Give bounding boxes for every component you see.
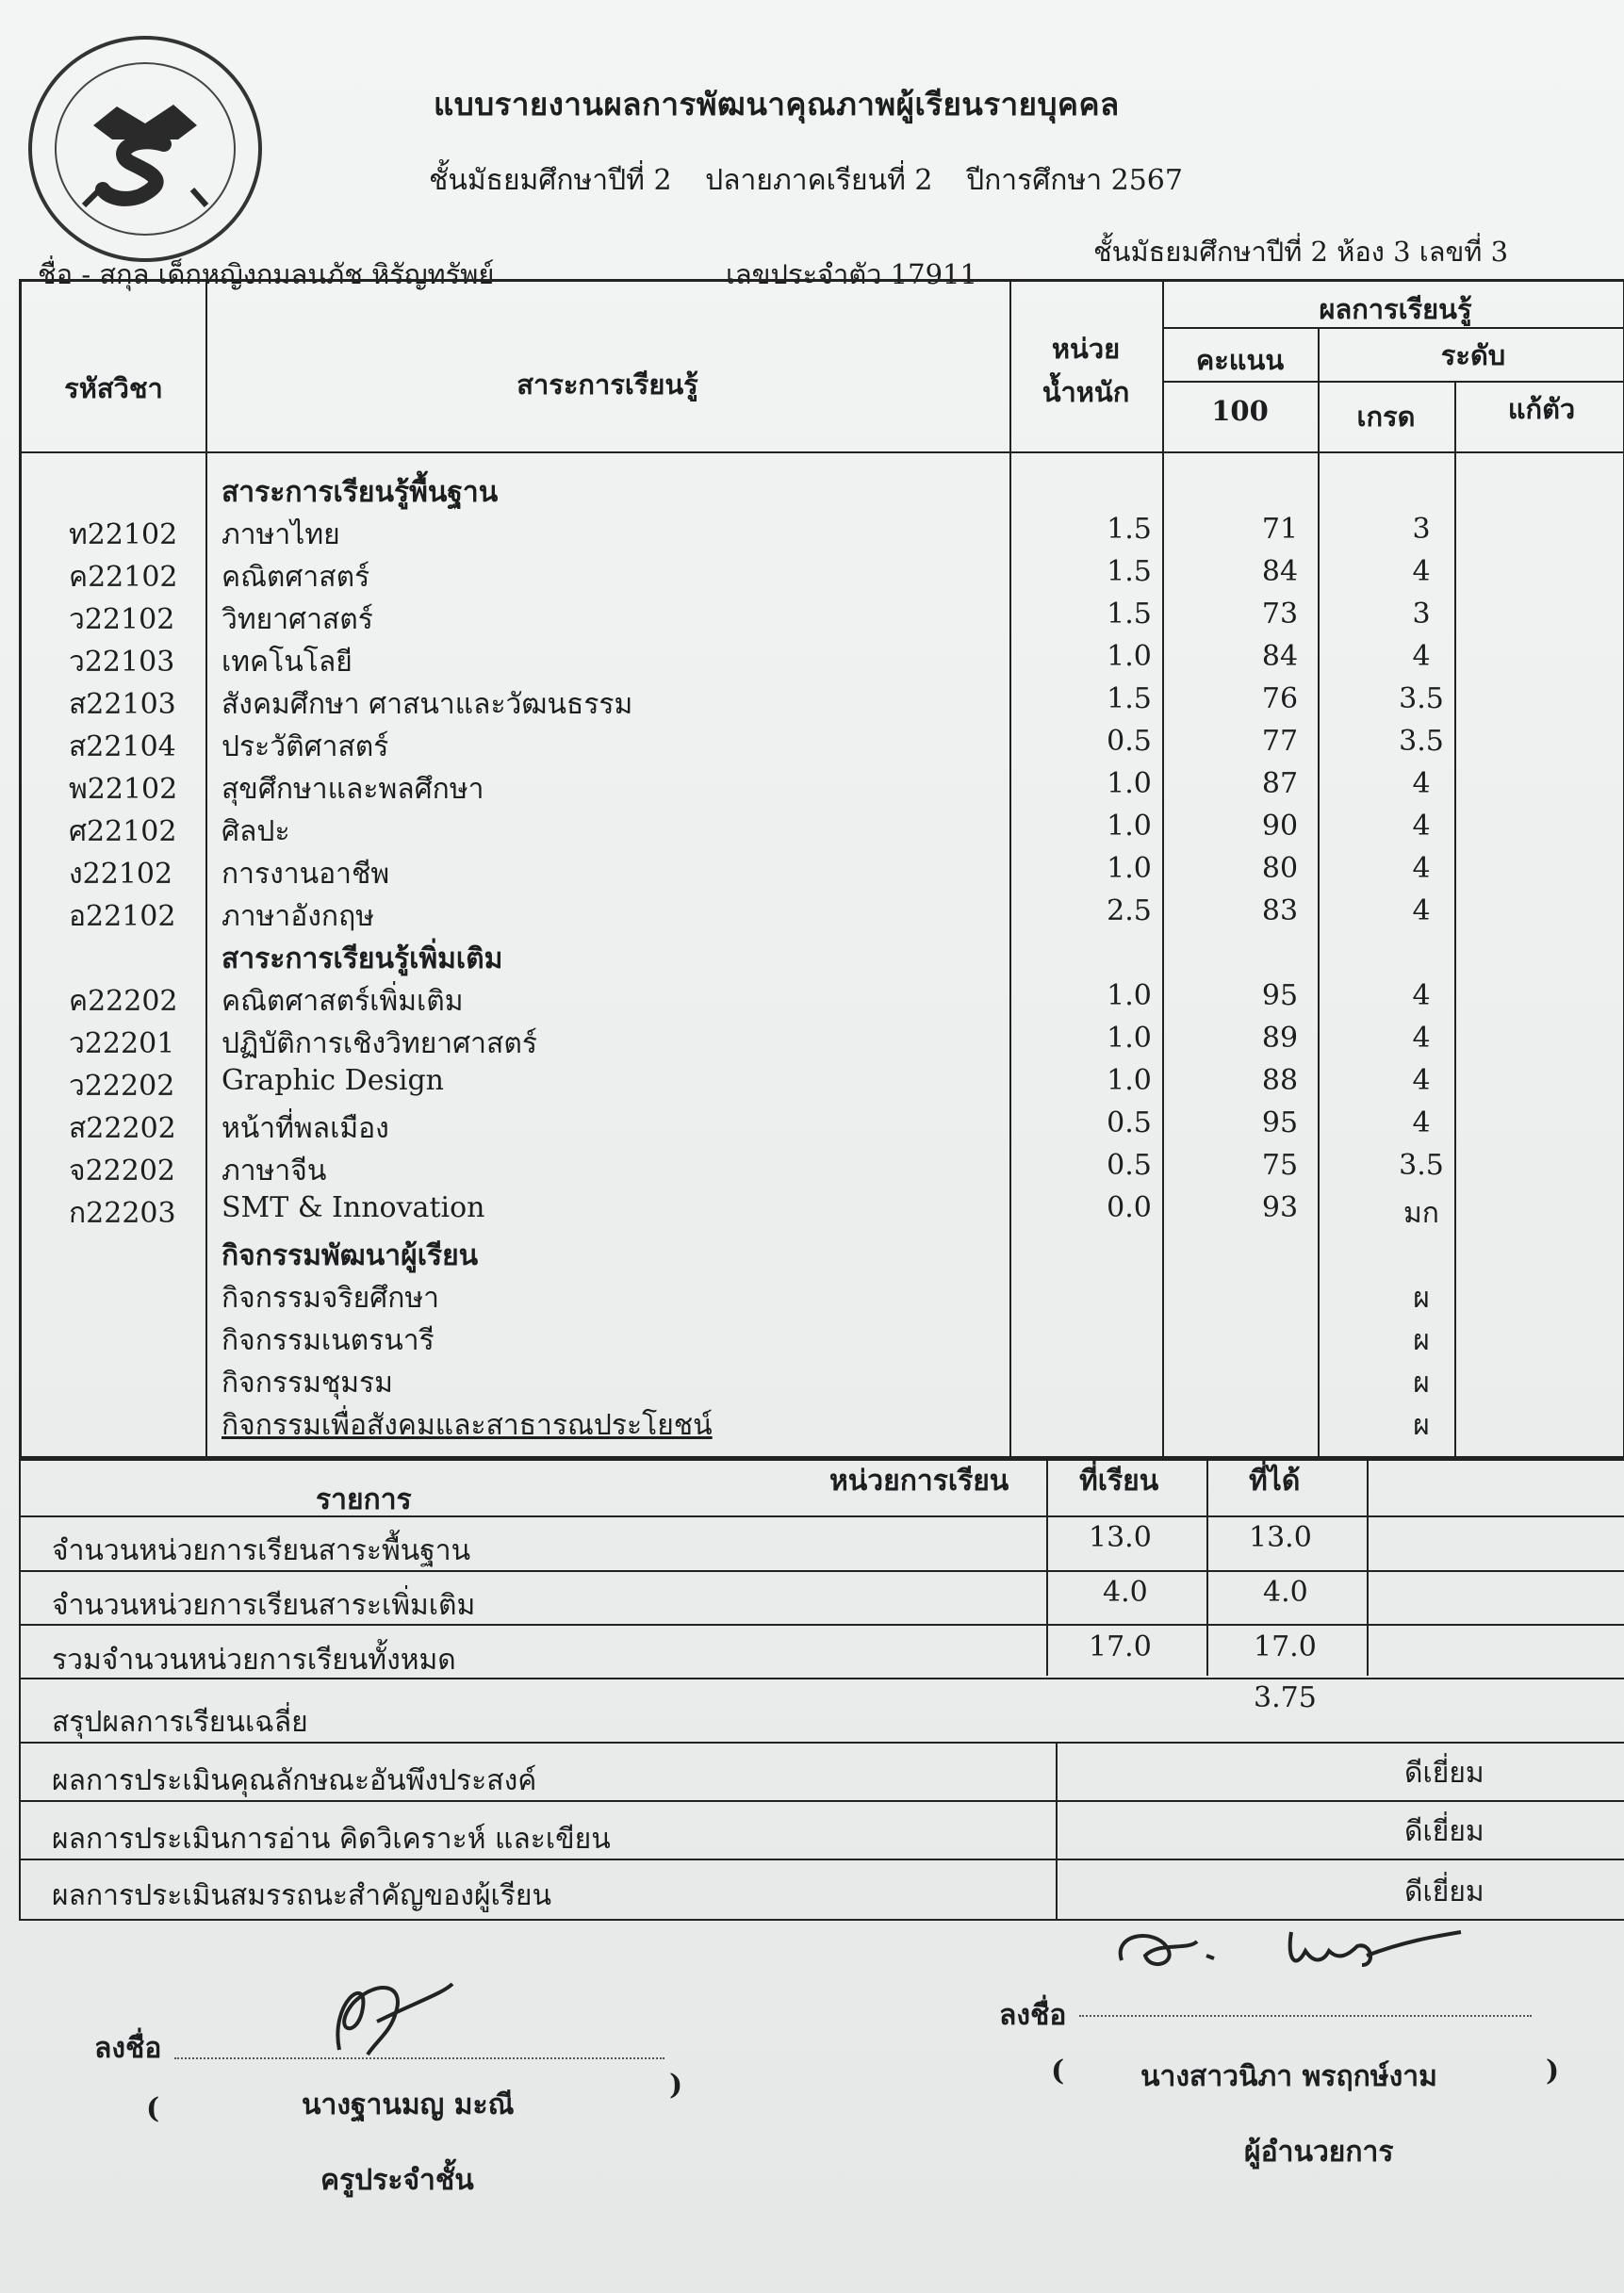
table-row: กิจกรรมเนตรนารี ผ [221,1324,1430,1357]
reading-label: ผลการประเมินการอ่าน คิดวิเคราะห์ และเขียน [52,1823,611,1856]
table-row: ส22202 หน้าที่พลเมือง 0.5 95 4 [69,1106,1431,1145]
header-grade: เกรด [1356,401,1416,433]
basic-units-label: จำนวนหน่วยการเรียนสาระพื้นฐาน [52,1534,471,1567]
subtitle-year: ปีการศึกษา 2567 [966,164,1183,197]
student-name: ชื่อ - สกุล เด็กหญิงกมลนภัช หิรัญทรัพย์ [38,258,495,290]
director-sign-label: ลงชื่อ [999,1999,1067,2032]
table-row: ส22103 สังคมศึกษา ศาสนาและวัฒนธรรม 1.5 76 3.5 [69,682,1444,721]
summary-divider [1046,1459,1048,1676]
table-row: ว22201 ปฏิบัติการเชิงวิทยาศาสตร์ 1.0 89 4 [69,1022,1431,1060]
total-units-studied: 17.0 [1089,1630,1152,1663]
table-row: ว22102 วิทยาศาสตร์ 1.5 73 3 [69,598,1431,636]
school-seal [28,36,262,262]
table-row: ค22202 คณิตศาสตร์เพิ่มเติม 1.0 95 4 [69,979,1431,1018]
header-level: ระดับ [1440,339,1506,371]
summary-table [19,1459,1624,1921]
table-row: ส22104 ประวัติศาสตร์ 0.5 77 3.5 [69,725,1444,763]
subtitle-semester: ปลายภาคเรียนที่ 2 [705,164,933,197]
reading-value: ดีเยี่ยม [1404,1815,1485,1848]
school-seal-icon [55,62,236,236]
extra-units-label: จำนวนหน่วยการเรียนสาระเพิ่มเติม [52,1589,476,1622]
characteristic-label: ผลการประเมินคุณลักษณะอันพึงประสงค์ [52,1764,537,1797]
summary-divider [1367,1459,1369,1676]
grades-table [19,279,1624,1459]
gpa-value: 3.75 [1254,1681,1317,1714]
table-row: กิจกรรมจริยศึกษา ผ [221,1282,1430,1315]
table-row: ก22203 SMT & Innovation 0.0 93 มก [69,1191,1439,1230]
extra-units-earned: 4.0 [1263,1576,1308,1609]
header-result: ผลการเรียนรู้ [1319,293,1472,325]
total-units-label: รวมจำนวนหน่วยการเรียนทั้งหมด [52,1644,456,1677]
basic-units-studied: 13.0 [1089,1521,1152,1554]
section-activity-title: กิจกรรมพัฒนาผู้เรียน [221,1239,479,1272]
header-code: รหัสวิชา [64,372,163,404]
extra-units-studied: 4.0 [1103,1576,1148,1609]
director-open-paren: ( [1051,2055,1065,2088]
table-row: ท22102 ภาษาไทย 1.5 71 3 [69,513,1431,551]
total-units-earned: 17.0 [1254,1630,1317,1663]
teacher-sign-label: ลงชื่อ [94,2032,162,2065]
table-row: ค22102 คณิตศาสตร์ 1.5 84 4 [69,555,1431,594]
teacher-close-paren: ) [669,2069,683,2102]
section-basic-title: สาระการเรียนรู้พื้นฐาน [221,476,499,509]
header-retake: แก้ตัว [1507,393,1576,425]
seal-emblem-icon [74,88,216,210]
teacher-name: นางฐานมญ มะณี [302,2088,515,2121]
director-name: นางสาวนิภา พรฤกษ์งาม [1140,2060,1437,2093]
summary-header-item: รายการ [316,1483,412,1516]
gpa-label: สรุปผลการเรียนเฉลี่ย [52,1706,308,1739]
table-row: จ22202 ภาษาจีน 0.5 75 3.5 [69,1149,1444,1187]
subtitle-level: ชั้นมัธยมศึกษาปีที่ 2 [429,164,672,197]
table-row: พ22102 สุขศึกษาและพลศึกษา 1.0 87 4 [69,767,1431,806]
header-subject: สาระการเรียนรู้ [517,369,698,401]
competency-value: ดีเยี่ยม [1404,1875,1485,1908]
student-id: เลขประจำตัว 17911 [726,258,977,290]
teacher-open-paren: ( [146,2092,160,2125]
basic-units-earned: 13.0 [1249,1521,1312,1554]
summary-divider [1056,1742,1058,1921]
table-row: ศ22102 ศิลปะ 1.0 90 4 [69,810,1431,848]
summary-divider [1206,1459,1208,1676]
director-signature-icon [1103,1913,1480,1998]
table-row: อ22102 ภาษาอังกฤษ 2.5 83 4 [69,894,1431,933]
header-credit: หน่วย น้ำหนัก [1042,333,1130,408]
section-extra-title: สาระการเรียนรู้เพิ่มเติม [221,942,503,975]
document-title: แบบรายงานผลการพัฒนาคุณภาพผู้เรียนรายบุคคล [434,86,1120,123]
summary-divider [19,1515,1624,1517]
characteristic-value: ดีเยี่ยม [1404,1757,1485,1790]
director-close-paren: ) [1546,2055,1560,2088]
table-row: ง22102 การงานอาชีพ 1.0 80 4 [69,852,1431,891]
table-row: กิจกรรมเพื่อสังคมและสาธารณประโยชน์ ผ [221,1409,1430,1442]
teacher-role: ครูประจำชั้น [320,2164,474,2197]
document-subtitle [429,158,1207,203]
summary-header-earned: ที่ได้ [1249,1465,1301,1498]
summary-header-units: หน่วยการเรียน [829,1465,1009,1498]
director-role: ผู้อำนวยการ [1244,2136,1394,2169]
competency-label: ผลการประเมินสมรรถนะสำคัญของผู้เรียน [52,1879,551,1912]
student-class: ชั้นมัธยมศึกษาปีที่ 2 ห้อง 3 เลขที่ 3 [1093,236,1509,268]
header-score-max: 100 [1211,395,1269,427]
table-row: กิจกรรมชุมรม ผ [221,1367,1430,1400]
table-divider [22,451,1623,453]
teacher-signature-icon [311,1965,462,2069]
summary-header-studied: ที่เรียน [1079,1465,1159,1498]
table-row: ว22103 เทคโนโลยี 1.0 84 4 [69,640,1431,679]
table-row: ว22202 Graphic Design 1.0 88 4 [69,1064,1431,1103]
header-score: คะแนน [1195,344,1285,376]
